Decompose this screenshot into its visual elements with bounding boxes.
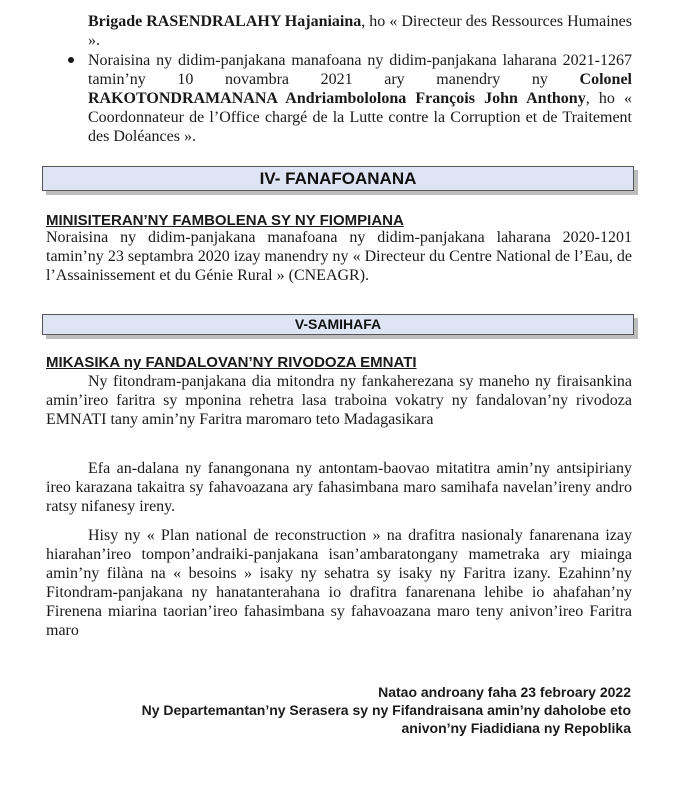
bullet-text-post: , ho « Coordonnateur de l’Office chargé de la Lutte contre la Corruption et de Traitement des Doléances ». [88,90,632,145]
bullet-icon [68,57,74,63]
paragraph: Noraisina ny didim-panjakana manafoana ny didim-panjakana laharana 2020-1201 tamin’ny 23 septambra 2020 izay manendry ny « Directeur du Centre National de l’Eau, de l’Assainissement et du Génie Rural » (CNEAGR). [46,229,632,284]
paragraph: Hisy ny « Plan national de reconstruction » na drafitra nasionaly fanarenana izay hiarahan’ireo tompon’andraiki-panjakana isan’ambaratongany mametraka ary miainga amin’ny filàna na « besoins » isaky ny sehatra sy isaky ny Faritra izany. Ezahinn’ny Fitondram-panjakana ny hanatanterahana io drafitra fanarenana lehibe io ahafahan’ny Firenena miarina taorian’ireo fahasimbana sy fahavoazana maro teny anivon’ireo Faritra maro [46,527,632,639]
appointee-role: , ho « Directeur des Ressources Humaines ». [88,13,632,49]
section-title: IV- FANAFOANANA [259,169,417,188]
paragraph: Efa an-dalana ny fanangonana ny antontam-baovao mitatitra amin’ny antsipiriany ireo karazana takaitra sy fahavoazana ary fahasimbana maro samihafa navelan’ireny andro ratsy nifanesy ireny. [46,460,632,515]
paragraph: Ny fitondram-panjakana dia mitondra ny fankaherezana sy maneho ny firaisankina amin’ireo faritra sy mponina rehetra lasa traboina vokatry ny fandalovan’ny rivodoza EMNATI tany amin’ny Faritra maromaro teto Madagasikara [46,373,632,428]
signature-block [142,683,631,737]
bullet-continuation [88,12,632,50]
date-line: Natao androany faha 23 febroary 2022 [378,684,631,700]
department-line: anivon’ny Fiadidiana ny Repoblika [401,720,631,736]
section-header-iv [42,166,634,191]
bullet-text-pre: Noraisina ny didim-panjakana manafoana ny didim-panjakana laharana 2021-1267 tamin’ny 10 novambra 2021 ary manendry ny [88,52,632,88]
section-title: V-SAMIHAFA [294,316,382,332]
ministry-heading: MINISITERAN’NY FAMBOLENA SY NY FIOMPIANA [46,212,404,229]
appointee-name: Colonel RAKOTONDRAMANANA Andriambololona François John Anthony [88,71,632,107]
appointee-name: Brigade RASENDRALAHY Hajaniaina [88,13,362,30]
department-line: Ny Departemantan’ny Serasera sy ny Fifandraisana amin’ny daholobe eto [141,702,631,718]
topic-heading: MIKASIKA ny FANDALOVAN’NY RIVODOZA EMNATI [46,354,417,371]
section-header-v [42,314,634,335]
bullet-item [88,51,632,146]
